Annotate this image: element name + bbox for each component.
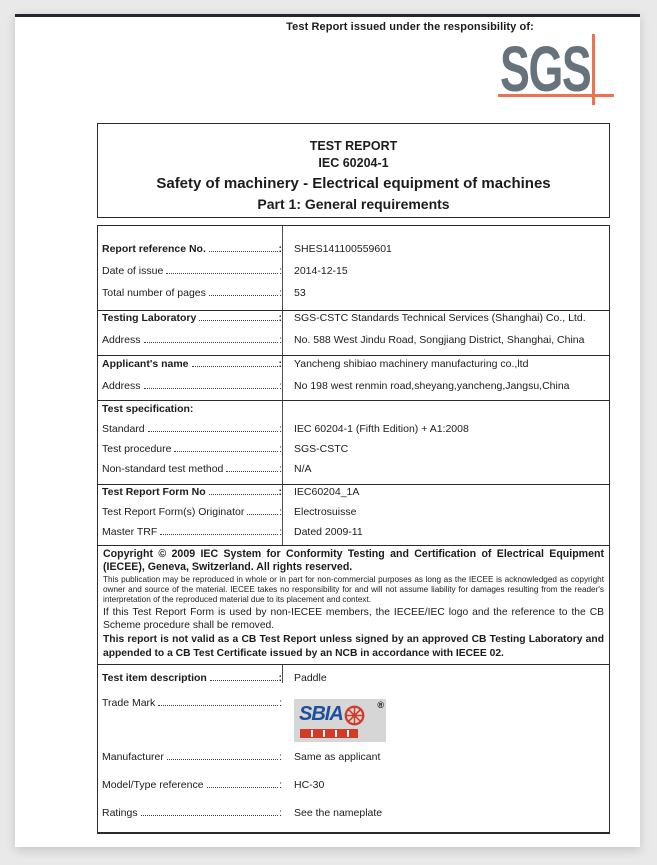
row-non-standard-test-method [98, 463, 609, 483]
row-testing-laboratory [98, 312, 609, 334]
report-page [15, 14, 640, 847]
field-label [102, 526, 282, 538]
title-line-1: TEST REPORT [309, 139, 398, 153]
copyright-block [98, 545, 609, 664]
trademark-inner [294, 699, 386, 726]
report-table [97, 123, 610, 834]
dotted-leader [144, 342, 279, 343]
field-value: SGS-CSTC [294, 443, 349, 455]
section-test-item [98, 664, 609, 832]
report-data-box [97, 225, 610, 834]
row-applicant-s-name [98, 358, 609, 380]
section-report-reference [98, 226, 609, 310]
registered-mark-icon: ® [377, 700, 384, 710]
field-value: 2014-12-15 [294, 265, 348, 277]
sgs-logo [495, 33, 630, 117]
copyright-validity-notice: This report is not valid as a CB Test Report unless signed by an approved CB Testing Laboratory and appended to a CB Test Certificate issued by an NCB in accordance with IECEE 02. [103, 634, 604, 659]
trademark-band [300, 729, 358, 738]
field-label-text: Test Report Form(s) Originator [102, 506, 245, 518]
row-trade-mark [98, 697, 609, 751]
dotted-leader [160, 534, 278, 535]
field-value: See the nameplate [294, 807, 383, 819]
dotted-leader [192, 366, 278, 367]
dotted-leader [209, 295, 278, 296]
field-value [282, 697, 609, 742]
field-label [102, 463, 282, 475]
row-report-reference-no [98, 243, 609, 265]
field-value: HC-30 [294, 779, 325, 791]
field-value: SHES141100559601 [294, 243, 392, 255]
row-test-procedure [98, 443, 609, 463]
dotted-leader [166, 273, 278, 274]
field-label-text: Test specification: [102, 403, 194, 415]
field-label-text: Test item description [102, 672, 207, 684]
field-label-text: Manufacturer [102, 751, 164, 763]
field-value: No. 588 West Jindu Road, Songjiang District, Shanghai, China [294, 334, 585, 346]
field-value: Yancheng shibiao machinery manufacturing co.,ltd [294, 358, 529, 370]
field-label [102, 265, 282, 277]
field-label-text: Report reference No. [102, 243, 206, 255]
field-label [102, 380, 282, 392]
title-block [97, 123, 610, 218]
field-label-text: Model/Type reference [102, 779, 204, 791]
row-test-report-form-s-originator [98, 506, 609, 526]
sgs-logo-text: SGS [500, 33, 591, 105]
copyright-removal-note: If this Test Report Form is used by non-IECEE members, the IECEE/IEC logo and the reference to the CB Scheme procedure shall be removed. [103, 607, 604, 631]
field-value: IEC 60204-1 (Fifth Edition) + A1:2008 [294, 423, 469, 435]
field-label [102, 672, 282, 684]
row-address [98, 334, 609, 355]
trademark-wheel-icon [344, 705, 365, 726]
field-label-text: Total number of pages [102, 287, 206, 299]
section-testing-laboratory [98, 310, 609, 355]
section-test-specification [98, 400, 609, 484]
field-value: N/A [294, 463, 312, 475]
field-label [102, 312, 282, 324]
row-test-item-description [98, 672, 609, 697]
field-value: IEC60204_1A [294, 486, 360, 498]
field-label-text: Non-standard test method [102, 463, 224, 475]
field-value: Paddle [294, 672, 327, 684]
field-label [102, 506, 282, 518]
field-label-text: Test Report Form No [102, 486, 206, 498]
trademark-text: SBIA [299, 703, 343, 725]
dotted-leader [167, 759, 278, 760]
section-test-report-form [98, 484, 609, 545]
header-note: Test Report issued under the responsibility of: [286, 21, 534, 33]
field-label [102, 697, 282, 709]
row-test-report-form-no [98, 486, 609, 506]
field-label [102, 779, 282, 791]
field-label [102, 807, 282, 819]
field-label [102, 287, 282, 299]
trademark-logo [294, 699, 386, 742]
field-value: Electrosuisse [294, 506, 357, 518]
field-label [102, 403, 282, 415]
dotted-leader [209, 251, 278, 252]
field-label-text: Standard [102, 423, 145, 435]
section-applicant [98, 355, 609, 400]
field-label [102, 443, 282, 455]
dotted-leader [210, 680, 278, 681]
dotted-leader [144, 388, 279, 389]
row-ratings [98, 807, 609, 832]
field-label-text: Master TRF [102, 526, 158, 538]
field-label [102, 486, 282, 498]
field-label [102, 358, 282, 370]
title-line-3: Safety of machinery - Electrical equipment of machines [156, 175, 551, 192]
row-test-specification [98, 403, 609, 423]
row-standard [98, 423, 609, 443]
dotted-leader [207, 787, 279, 788]
field-value: 53 [294, 287, 306, 299]
field-label-text: Date of issue [102, 265, 164, 277]
row-date-of-issue [98, 265, 609, 287]
field-value: No 198 west renmin road,sheyang,yancheng,Jangsu,China [294, 380, 570, 392]
field-label [102, 243, 282, 255]
field-value: SGS-CSTC Standards Technical Services (Shanghai) Co., Ltd. [294, 312, 586, 324]
dotted-leader [247, 514, 278, 515]
dotted-leader [209, 494, 278, 495]
field-label-text: Test procedure [102, 443, 172, 455]
field-label-text: Applicant's name [102, 358, 189, 370]
title-line-4: Part 1: General requirements [257, 196, 450, 212]
copyright-small-print: This publication may be reproduced in whole or in part for non-commercial purposes as long as the IECEE is acknowledged as copyright owner and source of the material. IECEE takes no responsibility for and will not assume liability for damages resulting from the reader's interpretation of the reproduced material due to its placement and context. [103, 575, 604, 604]
dotted-leader [158, 705, 278, 706]
row-manufacturer [98, 751, 609, 779]
row-address [98, 380, 609, 400]
row-total-number-of-pages [98, 287, 609, 309]
field-label-text: Testing Laboratory [102, 312, 197, 324]
field-value: Same as applicant [294, 751, 381, 763]
field-label [102, 751, 282, 763]
copyright-heading: Copyright © 2009 IEC System for Conformity Testing and Certification of Electrical Equipment (IECEE), Geneva, Switzerland. All rights reserved. [103, 548, 604, 573]
field-label-text: Trade Mark [102, 697, 156, 709]
field-label [102, 423, 282, 435]
title-line-2: IEC 60204-1 [318, 156, 389, 170]
row-model-type-reference [98, 779, 609, 807]
dotted-leader [226, 471, 278, 472]
field-label [102, 334, 282, 346]
dotted-leader [174, 451, 278, 452]
dotted-leader [148, 431, 278, 432]
field-label-text: Ratings [102, 807, 138, 819]
field-value: Dated 2009-11 [294, 526, 363, 538]
field-label-text: Address [102, 334, 141, 346]
dotted-leader [199, 320, 277, 321]
dotted-leader [141, 815, 278, 816]
row-master-trf [98, 526, 609, 545]
field-label-text: Address [102, 380, 141, 392]
